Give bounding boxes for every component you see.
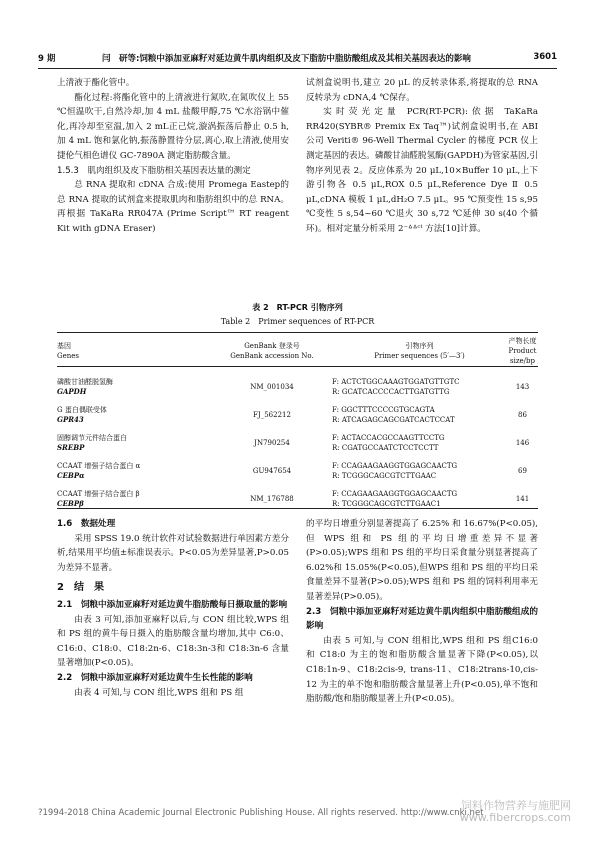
table-top-rule bbox=[57, 332, 538, 333]
product-size: 86 bbox=[518, 410, 527, 419]
gene-symbol: CEBPβ bbox=[57, 498, 84, 508]
forward-primer: F: CCAGAAGAAGGTGGAGCAACTG bbox=[332, 489, 458, 498]
accession-no: FJ_562212 bbox=[253, 410, 291, 419]
product-size: 141 bbox=[515, 494, 530, 503]
table-row bbox=[57, 429, 538, 457]
table-row bbox=[57, 401, 538, 429]
table-caption-en: Table 2 Primer sequences of RT-PCR bbox=[220, 317, 375, 326]
page-number: 3601 bbox=[533, 52, 557, 62]
section-heading: 1.5.3 肌肉组织及皮下脂肪相关基因表达量的测定 bbox=[57, 165, 251, 176]
section-heading-results: 2 结 果 bbox=[57, 582, 104, 594]
gene-name: G 蛋白偶联受体 bbox=[57, 405, 107, 414]
right-column-bottom bbox=[306, 517, 538, 707]
paragraph: 由表 5 可知,与 CON 组相比,WPS 组和 PS 组C16:0 和 C18:0 为主的饱和脂肪酸含量显著下降(P<0.05),以 C18:1n-9、C18:2cis-9, trans-11、C18:2trans-10,cis-12 为主的单不饱和脂肪酸含量显著上升(P<0.05),单不饱和脂肪酸/饱和脂肪酸显著上升(P<0.05)。 bbox=[306, 635, 538, 705]
product-size: 143 bbox=[515, 382, 530, 391]
right-column-top bbox=[306, 76, 538, 237]
primer-table bbox=[57, 336, 538, 513]
header-rule bbox=[38, 68, 557, 69]
accession-no: NM_001034 bbox=[250, 382, 294, 391]
gene-name: CCAAT 增强子结合蛋白 β bbox=[57, 489, 140, 498]
running-title: 闫 研等:饲粮中添加亚麻籽对延边黄牛肌肉组织及皮下脂肪中脂肪酸组成及其相关基因表达的影响 bbox=[102, 54, 471, 64]
paragraph: 由表 4 可知,与 CON 组比,WPS 组和 PS 组 bbox=[74, 687, 244, 698]
forward-primer: F: ACTCTGGCAAAGTGGATGTTGTC bbox=[332, 377, 460, 386]
watermark-url: www.fibercrops.com bbox=[459, 811, 571, 824]
header-size-cn: 产物长度 bbox=[508, 337, 537, 345]
paragraph: 实时荧光定量 PCR(RT-PCR):依据 TaKaRa RR420(SYBR® Premix Ex Taq™)试剂盒说明书,在 ABI 公司 Veriti® 96-Well Thermal Cycler 的梯度 PCR 仪上测定基因的表达。磷酸甘油醛脱氢酶(GAPDH)为管家基因,引物序列见表 2。反应体系为 20 μL,10×Buffer 10 μL,上下游引物各 0.5 μL,ROX 0.5 μL,Reference Dye Ⅱ 0.5 μL,cDNA 模板 1 μL,dH₂O 7.5 μL。95 ℃预变性 15 s,95 ℃变性 5 s,54~60 ℃退火 30 s,72 ℃延伸 30 s(40 个循环)。相对定量分析采用 2⁻ᐞᐞᶜᵗ 方法[10]计算。 bbox=[306, 107, 538, 234]
header-sequence-cn: 引物序列 bbox=[405, 342, 434, 350]
table-row bbox=[57, 373, 538, 401]
gene-symbol: CEBPα bbox=[57, 470, 85, 480]
table-header-row bbox=[57, 336, 538, 367]
left-column-top bbox=[57, 76, 289, 237]
section-heading: 1.6 数据处理 bbox=[57, 519, 116, 529]
section-heading: 2.2 饲粮中添加亚麻籽对延边黄牛生长性能的影响 bbox=[57, 672, 253, 683]
header-genes-cn: 基因 bbox=[57, 342, 71, 350]
header-size-en: Product size/bp bbox=[508, 347, 537, 365]
gene-name: CCAAT 增强子结合蛋白 α bbox=[57, 461, 141, 470]
table-bottom-rule bbox=[57, 508, 538, 509]
paragraph: 酯化过程:将酯化管中的上清液进行氮吹,在氮吹仪上 55 ℃恒温吹干,自然冷却,加 4 mL 盐酸甲醇,75 ℃水浴锅中催化,再冷却至室温,加入 2 mL正己烷,漩涡振荡后静止 0.5 h,加 4 mL 饱和氯化钠,振荡静置待分层,离心,取上清液,使用安捷伦气相色谱仪 GC-7890A 测定脂肪酸含量。 bbox=[57, 92, 289, 161]
header-genes-en: Genes bbox=[57, 352, 79, 360]
copyright-footer: ?1994-2018 China Academic Journal Electronic Publishing House. All rights reserved. http://www.cnki.net bbox=[38, 808, 484, 818]
product-size: 69 bbox=[518, 466, 527, 475]
issue-label: 9 期 bbox=[38, 54, 56, 64]
header-accession-en: GenBank accession No. bbox=[230, 352, 314, 360]
paragraph: 上清液于酯化管中。 bbox=[57, 78, 135, 88]
reverse-primer: R: CGATGCCAATCTCCTCCTT bbox=[332, 443, 439, 452]
watermark-logo bbox=[460, 800, 571, 824]
paragraph: 由表 3 可知,添加亚麻籽以后,与 CON 组比较,WPS 组和 PS 组的黄牛每日摄入的脂肪酸含量均增加,其中 C6:0、C16:0、C18:0、C18:2n-6、C18:3n-3和 C18:3n-6 含量显著增加(P<0.05)。 bbox=[57, 614, 289, 669]
gene-symbol: GPR43 bbox=[57, 414, 84, 424]
table-row bbox=[57, 457, 538, 485]
section-heading: 2.1 饲粮中添加亚麻籽对延边黄牛脂肪酸每日摄取量的影响 bbox=[57, 599, 288, 610]
header-accession-cn: GenBank 登录号 bbox=[244, 342, 300, 350]
left-column-bottom bbox=[57, 517, 289, 700]
forward-primer: F: ACTACCACGCCAAGTTCCTG bbox=[332, 433, 445, 442]
accession-no: NM_176788 bbox=[250, 494, 294, 503]
table-caption-cn: 表 2 RT-PCR 引物序列 bbox=[252, 303, 343, 312]
paragraph: 的平均日增重分别显著提高了 6.25% 和 16.67%(P<0.05),但 WPS 组和 PS 组的平均日增重差异不显著(P>0.05);WPS 组和 PS 组的平均日采食量分别显著提高了 6.02%和 15.05%(P<0.05),但WPS 组和 PS 组的平均日采食量差异不显著(P>0.05);WPS 组和 PS 组的饲料利用率无显著差异(P>0.05)。 bbox=[306, 519, 538, 602]
watermark-cn: 饲料作物营养与施肥网 bbox=[461, 799, 571, 812]
accession-no: JN790254 bbox=[254, 438, 290, 447]
paragraph: 采用 SPSS 19.0 统计软件对试验数据进行单因素方差分析,结果用平均值±标准误表示。P<0.05为差异显著,P>0.05 为差异不显著。 bbox=[57, 533, 289, 573]
accession-no: GU947654 bbox=[252, 466, 292, 475]
section-heading: 2.3 饲粮中添加亚麻籽对延边黄牛肌肉组织中脂肪酸组成的影响 bbox=[306, 606, 538, 632]
paragraph: 试剂盒说明书,建立 20 μL 的反转录体系,将提取的总 RNA 反转录为 cDNA,4 ℃保存。 bbox=[306, 78, 538, 103]
reverse-primer: R: TCGGGCAGCGTCTTGAAC1 bbox=[332, 499, 441, 508]
running-header bbox=[38, 52, 557, 66]
forward-primer: F: GGCTTTCCCCGTGCAGTA bbox=[332, 405, 435, 414]
gene-name: 磷酸甘油醛脱氢酶 bbox=[57, 377, 113, 386]
gene-symbol: GAPDH bbox=[57, 386, 87, 396]
gene-name: 固醇调节元件结合蛋白 bbox=[57, 433, 127, 442]
reverse-primer: R: GCATCACCCCACTTGATGTTG bbox=[332, 387, 450, 396]
reverse-primer: R: TCGGGCAGCGTCTTGAAC bbox=[332, 471, 437, 480]
gene-symbol: SREBP bbox=[57, 442, 85, 452]
product-size: 146 bbox=[515, 438, 530, 447]
reverse-primer: R: ATCAGAGCAGCGATCACTCCAT bbox=[332, 415, 455, 424]
paragraph: 总 RNA 提取和 cDNA 合成:使用 Promega Eastep的总 RNA 提取的试剂盒来提取肌肉和脂肪组织中的总 RNA。再根据 TaKaRa RR047A (Prime Script™ RT reagent Kit with gDNA Eraser) bbox=[57, 180, 289, 234]
header-sequence-en: Primer sequences (5′—3′) bbox=[374, 352, 465, 360]
forward-primer: F: CCAGAAGAAGGTGGAGCAACTG bbox=[332, 461, 458, 470]
